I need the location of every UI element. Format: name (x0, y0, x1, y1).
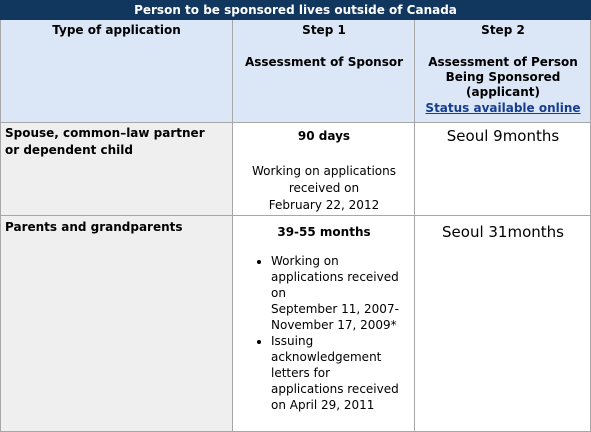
list-item: • Working on applications received on September 11, 2007- November 17, 2009* (271, 253, 431, 333)
grid-line (0, 122, 591, 123)
row-spouse-label: Spouse, common–law partner or dependent child (5, 126, 205, 157)
row-spouse-duration: 90 days (297, 129, 351, 143)
row-parents-step2-cell (415, 216, 591, 432)
grid-line (0, 215, 591, 216)
table-title: Person to be sponsored lives outside of Canada (0, 0, 591, 20)
grid-line (0, 20, 1, 432)
row-spouse-step2-cell (415, 122, 591, 216)
header-type-label: Type of application (52, 23, 181, 37)
status-online-link[interactable]: Status available online (425, 101, 581, 115)
row-parents-step2-value: Seoul 31months (442, 223, 564, 241)
header-step2-cell (415, 20, 591, 122)
row-parents-bullets (249, 253, 431, 413)
row-parents-duration: 39-55 months (277, 225, 371, 239)
row-spouse-type-cell (0, 122, 233, 216)
grid-line (232, 20, 233, 432)
row-spouse-step2-value: Seoul 9months (446, 127, 560, 145)
row-spouse-note: Working on applications received on February 22, 2012 (252, 164, 396, 212)
header-step1-cell (233, 20, 415, 122)
header-step2-desc-line3: (applicant) (466, 85, 540, 99)
header-step1-desc: Assessment of Sponsor (244, 55, 404, 69)
row-parents-label: Parents and grandparents (5, 220, 183, 234)
header-step2-label: Step 2 (481, 23, 525, 37)
header-step2-desc-line2: Being Sponsored (445, 70, 561, 84)
header-step2-desc-line1: Assessment of Person (428, 55, 578, 69)
row-parents-step1-cell (233, 216, 415, 432)
header-step1-label: Step 1 (302, 23, 346, 37)
row-spouse-step1-cell (233, 122, 415, 216)
list-item: • Issuing acknowledgement letters for applications received on April 29, 2011 (271, 333, 431, 413)
header-type-cell (0, 20, 233, 122)
row-parents-type-cell (0, 216, 233, 432)
grid-line (414, 20, 415, 432)
